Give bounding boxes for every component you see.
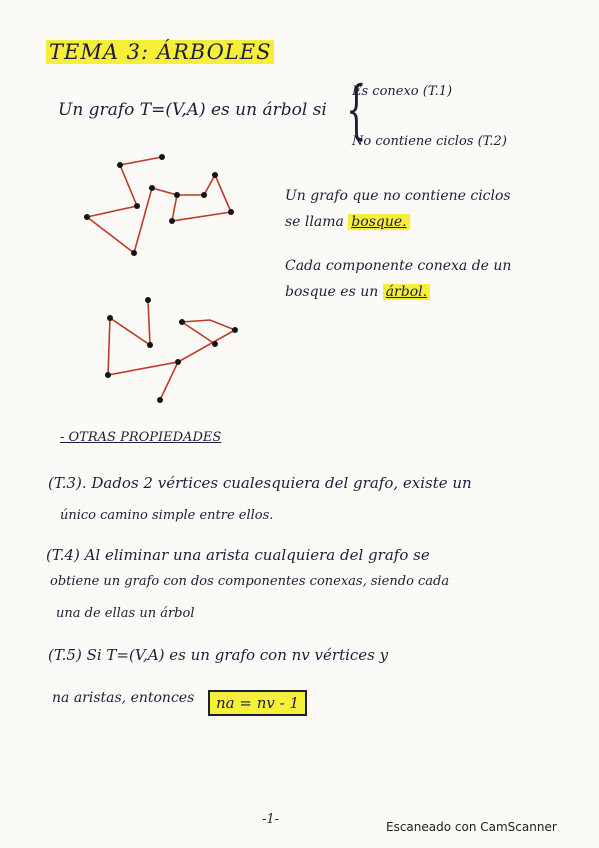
scanner-watermark: Escaneado con CamScanner <box>386 820 557 834</box>
property-t4-line-3: una de ellas un árbol <box>56 606 195 621</box>
term-bosque: bosque. <box>348 214 409 230</box>
bosque-line-1: Un grafo que no contiene ciclos <box>285 188 511 204</box>
condition-brace: { <box>346 73 367 147</box>
property-t3-line-1: (T.3). Dados 2 vértices cualesquiera del grafo, existe un <box>48 474 472 492</box>
property-t5-line-2: na aristas, entonces <box>52 690 195 706</box>
bosque-line-2 <box>285 214 410 230</box>
condition-connected: Es conexo (T.1) <box>352 84 453 99</box>
tree-definition: Un grafo T=(V,A) es un árbol si <box>58 100 327 120</box>
property-t4-line-2: obtiene un grafo con dos componentes conexas, siendo cada <box>50 574 450 589</box>
forest-sketch-2 <box>105 297 238 403</box>
bosque-line-3: Cada componente conexa de un <box>285 258 512 274</box>
section-subtitle-text: - OTRAS PROPIEDADES <box>60 430 222 445</box>
section-subtitle <box>60 430 221 445</box>
property-t4-line-1: (T.4) Al eliminar una arista cualquiera del grafo se <box>46 546 430 564</box>
page-number: -1- <box>262 812 280 827</box>
bosque-line-4-text: bosque es un <box>285 284 379 300</box>
forest-sketch-1 <box>84 154 234 256</box>
page-title: TEMA 3: ÁRBOLES <box>46 40 274 64</box>
term-arbol: árbol. <box>383 284 430 300</box>
edge-count-formula: na = nv - 1 <box>208 690 307 716</box>
property-t5-line-1: (T.5) Si T=(V,A) es un grafo con nv vértices y <box>48 646 389 664</box>
bosque-line-4 <box>285 284 430 300</box>
property-t3-line-2: único camino simple entre ellos. <box>60 508 274 523</box>
condition-acyclic: No contiene ciclos (T.2) <box>352 134 507 149</box>
bosque-line-2-text: se llama <box>285 214 344 230</box>
